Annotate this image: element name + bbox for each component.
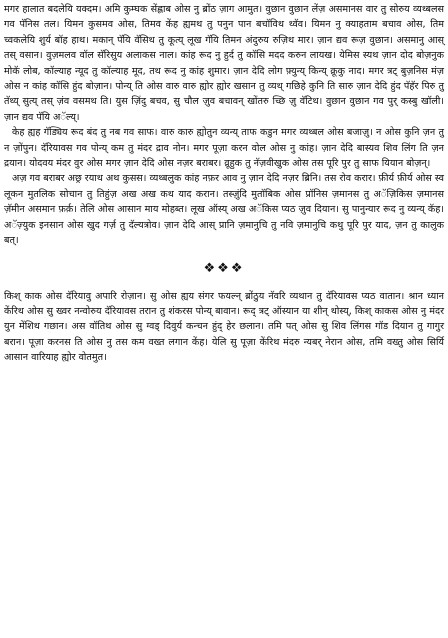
section-separator: ❖❖❖ — [203, 260, 245, 276]
paragraph-2: केह ह्यह गॅड्यिय रूद बंद तु नब गव साफ। वारु कारु ह्योतुन व्यन्य् ताफ कडुन मगर व्यथ्बल ओस बजाज़ु। न ओस कुनि ज़न तु न ज़ोंपुन। दॅरियावस गव पोन्य् कम तु मंदर द्राव नोन। मगर पूज़ा करन वोल ओस नु कांह। ज़ान देदि बास्यव शिव लिंग ति ज़न द्रयान। योदवय मंदर वुर ओस मगर ज़ान देदि ओस नज़र बराबर। व्रूहुक तु नॅज़वीखुक ओस तस पूरि पुर तु साफ यियान बोज़न्। — [4, 127, 444, 170]
paragraph-1: मगर हालात बदलेयि यक्दम। अमि कुम्घक सेंह्लाब ओस नु ब्रोंठ ज़ाग आमुत। वुछान वुछान लेंज़ असमानस वार तु सोरुय व्यथ्बलस गव पॅनिस तल। यिमन कुसमव ओस, तिमव केंह ह्यमथ तु पनुन पान बचॉविथ थ्वॅव। यिमन नु क्याहताम बचाव ओस, तिम च्वकलेयि शुर्य बॉह हाथ। मकान् पॅयि वॅसिथ तु कूत्य् लूख गॅयि तिमन अंदुरुय रुज़िथ मार। ज़ान द्यव रूज़ वुछान। असमानु आस् तस् वसान। वुज़मलव वॉल सॅरिसुय अलाकस नाल। कांह रूद नु हुर्द तु कॉसि मदद करुन लायख। येमिस स्यथ ज़ान दोद बोज़नुक मोकॅ लोब, कॉल्याह न्यूद तु कॉल्याह मूद, तथ रूद नु कांह शुमार। ज़ान देदि लोग फ़्युन्य् किन्य् क्रूकु नाद। मगर त्रट् बुज़निस मंज़ ओस न कांह कॉसि हुंद बोज़ान। पोन्य् ति ओस वारु वारु ह्योर ह्योर खसान तु व्यथ् गछिहे कुनि ति सारु ज़ान देदि हुंद पॅहॅर पिरु तु तॅथ्य् सुत्य् तस् ज़ंव वसमथ ति। युस ज़िंदु बचव, सु चौल ज़ुव बचावन् खोंतरु च्छि ज़ु वॅटिथ। वुछान वुछान गव पुर् कस्बु खॉली। ज़ान द्यव पॅयि अॅल्य्। — [4, 4, 444, 123]
paragraph-3: अज़ गव बराबर अछ्र रयाथ अथ कुसस। व्यथ्बलुक कांह नफ़र आव नु ज़ान देदि नज़र ब्रिनि। तस रोव करार। फ़ीर्य फ़ीर्य ओस स्व लूकन मुतलिक सोचान तु तिहुंज़ अख अख कथ याद करान। तस्ज़ुंदि मुतॉबिक ओस प्रॉनिस ज़मानस तु अॅज़िकिस ज़मानस ज़ॅमीन असमान फ़र्क़। तेलि ओस आसान माय मोहब्त। लूख ऑस्य् अख अॅकिस प्यठ ज़ुव दियान। सु पानुन्यार रूद नु व्यन्य् कॅह। अॅज़्युक इनसान ओस खुद गर्ज़ तु दॅल्यत्रोव। ज़ान देदि आस् प्रानि ज़मानुचि तु नवि ज़मानुचि कथु पूरि पुर याद, ज़न तु कालुक बत्। — [4, 173, 445, 247]
document-page — [4, 2, 444, 636]
paragraph-4: किश् काक ओस दॅरियावु अपारि रोज़ान। सु ओस ह्यय संगर फयल्न् ब्रोंठुय नॅवरि व्यथान तु दॅरियावस प्यठ वातान। श्रान ध्यान केंरिथ ओस सु ख्वर नन्वोरुय दॅरियावस तरान तु शंकरस पोन्य् बावान। रूद् त्रट् ऑस्यान या शीन् थोस्य्, किश् काकस ओस नु मंदर युन मेंशिथ गछान। अस वॉतिथ ओस सु ग्वड् दिवुर्य कन्चन हुंद् हेर छलान। तमि पत् ओस सु शिव लिंगस गॉड दियान तु गागुर बरान। पूज़ा करनस ति ओस नु तस कम वख्त लगान केंह। येलि सु पूज़ा केंरिथ मंदरु न्यबर् नेरान ओस, तमि वख्तु ओस सिर्यि आसान वारियाह ह्योर वोतमुत। — [4, 290, 444, 364]
